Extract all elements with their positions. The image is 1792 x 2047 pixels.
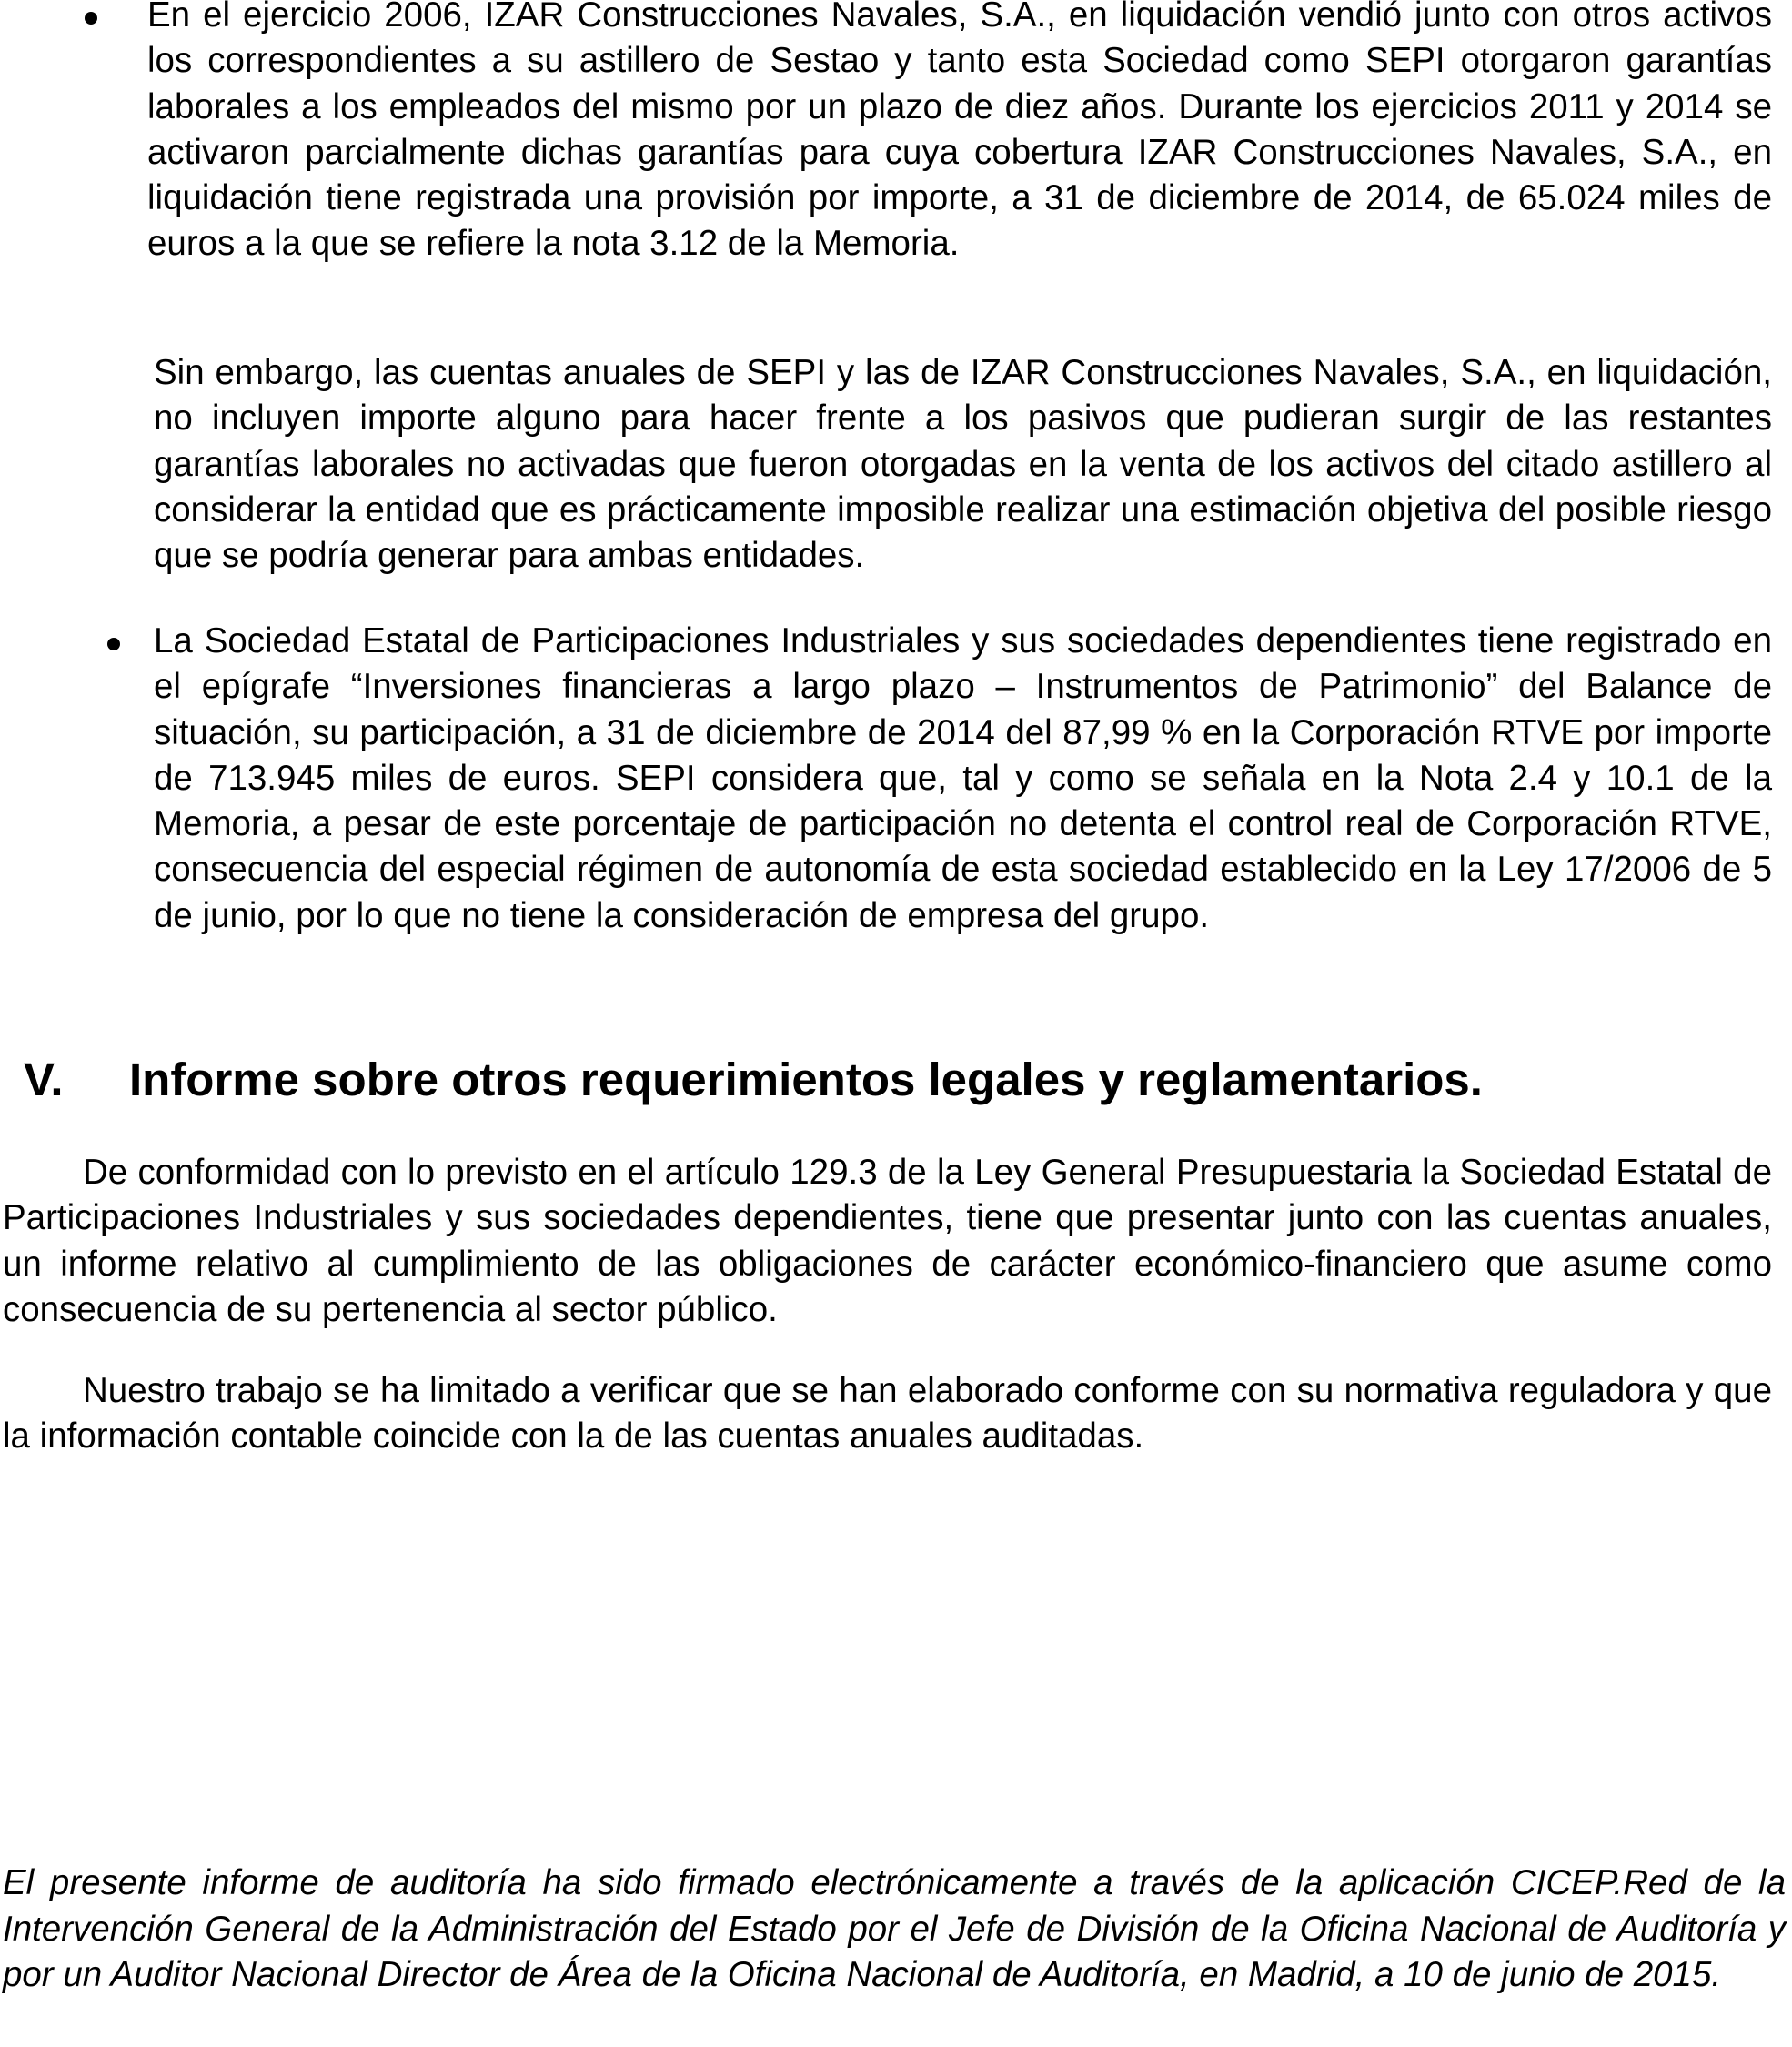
bullet-paragraph-izar-guarantees: En el ejercicio 2006, IZAR Construcciones Navales, S.A., en liquidación vendió junto con otros activos los correspondientes a su astillero de Sestao y tanto esta Sociedad como SEPI otorgaron garantías laborales a los empleados del mismo por un plazo de diez años. Durante los ejercicios 2011 y 2014 se activaron parcialmente dichas garantías para cuya cobertura IZAR Construcciones Navales, S.A., en liquidación tiene registrada una provisión por importe, a 31 de diciembre de 2014, de 65.024 miles de euros a la que se refiere la nota 3.12 de la Memoria. bbox=[147, 0, 1772, 264]
bullet-continuation-paragraph: Sin embargo, las cuentas anuales de SEPI y las de IZAR Construcciones Navales, S.A., en liquidación, no incluyen importe alguno para hacer frente a los pasivos que pudieran surgir de las restantes garantías laborales no activadas que fueron otorgadas en la venta de los activos del citado astillero al considerar la entidad que es prácticamente imposible realizar una estimación objetiva del posible riesgo que se podría generar para ambas entidades. bbox=[154, 353, 1772, 576]
bullet-marker bbox=[107, 638, 120, 650]
section-heading bbox=[24, 1053, 1752, 1107]
section-number: V. bbox=[24, 1054, 64, 1105]
electronic-signature-note: El presente informe de auditoría ha sido firmado electrónicamente a través de la aplicación CICEP.Red de la Intervención General de la Administración del Estado por el Jefe de División de la Oficina Nacional de Auditoría y por un Auditor Nacional Director de Área de la Oficina Nacional de Auditoría, en Madrid, a 10 de junio de 2015. bbox=[3, 1863, 1786, 1994]
bullet-marker bbox=[85, 12, 97, 25]
section-paragraph-scope-of-work: Nuestro trabajo se ha limitado a verificar que se han elaborado conforme con su normativa reguladora y que la información contable coincide con la de las cuentas anuales auditadas. bbox=[3, 1371, 1772, 1457]
bullet-paragraph-rtve-participation: La Sociedad Estatal de Participaciones Industriales y sus sociedades dependientes tiene registrado en el epígrafe “Inversiones financieras a largo plazo – Instrumentos de Patrimonio” del Balance de situación, su participación, a 31 de diciembre de 2014 del 87,99 % en la Corporación RTVE por importe de 713.945 miles de euros. SEPI considera que, tal y como se señala en la Nota 2.4 y 10.1 de la Memoria, a pesar de este porcentaje de participación no detenta el control real de Corporación RTVE, consecuencia del especial régimen de autonomía de esta sociedad establecido en la Ley 17/2006 de 5 de junio, por lo que no tiene la consideración de empresa del grupo. bbox=[154, 621, 1772, 935]
section-paragraph-article-129: De conformidad con lo previsto en el artículo 129.3 de la Ley General Presupuestaria la Sociedad Estatal de Participaciones Industriales y sus sociedades dependientes, tiene que presentar junto con las cuentas anuales, un informe relativo al cumplimiento de las obligaciones de carácter económico-financiero que asume como consecuencia de su pertenencia al sector público. bbox=[3, 1153, 1772, 1329]
section-title: Informe sobre otros requerimientos legales y reglamentarios. bbox=[129, 1054, 1483, 1105]
